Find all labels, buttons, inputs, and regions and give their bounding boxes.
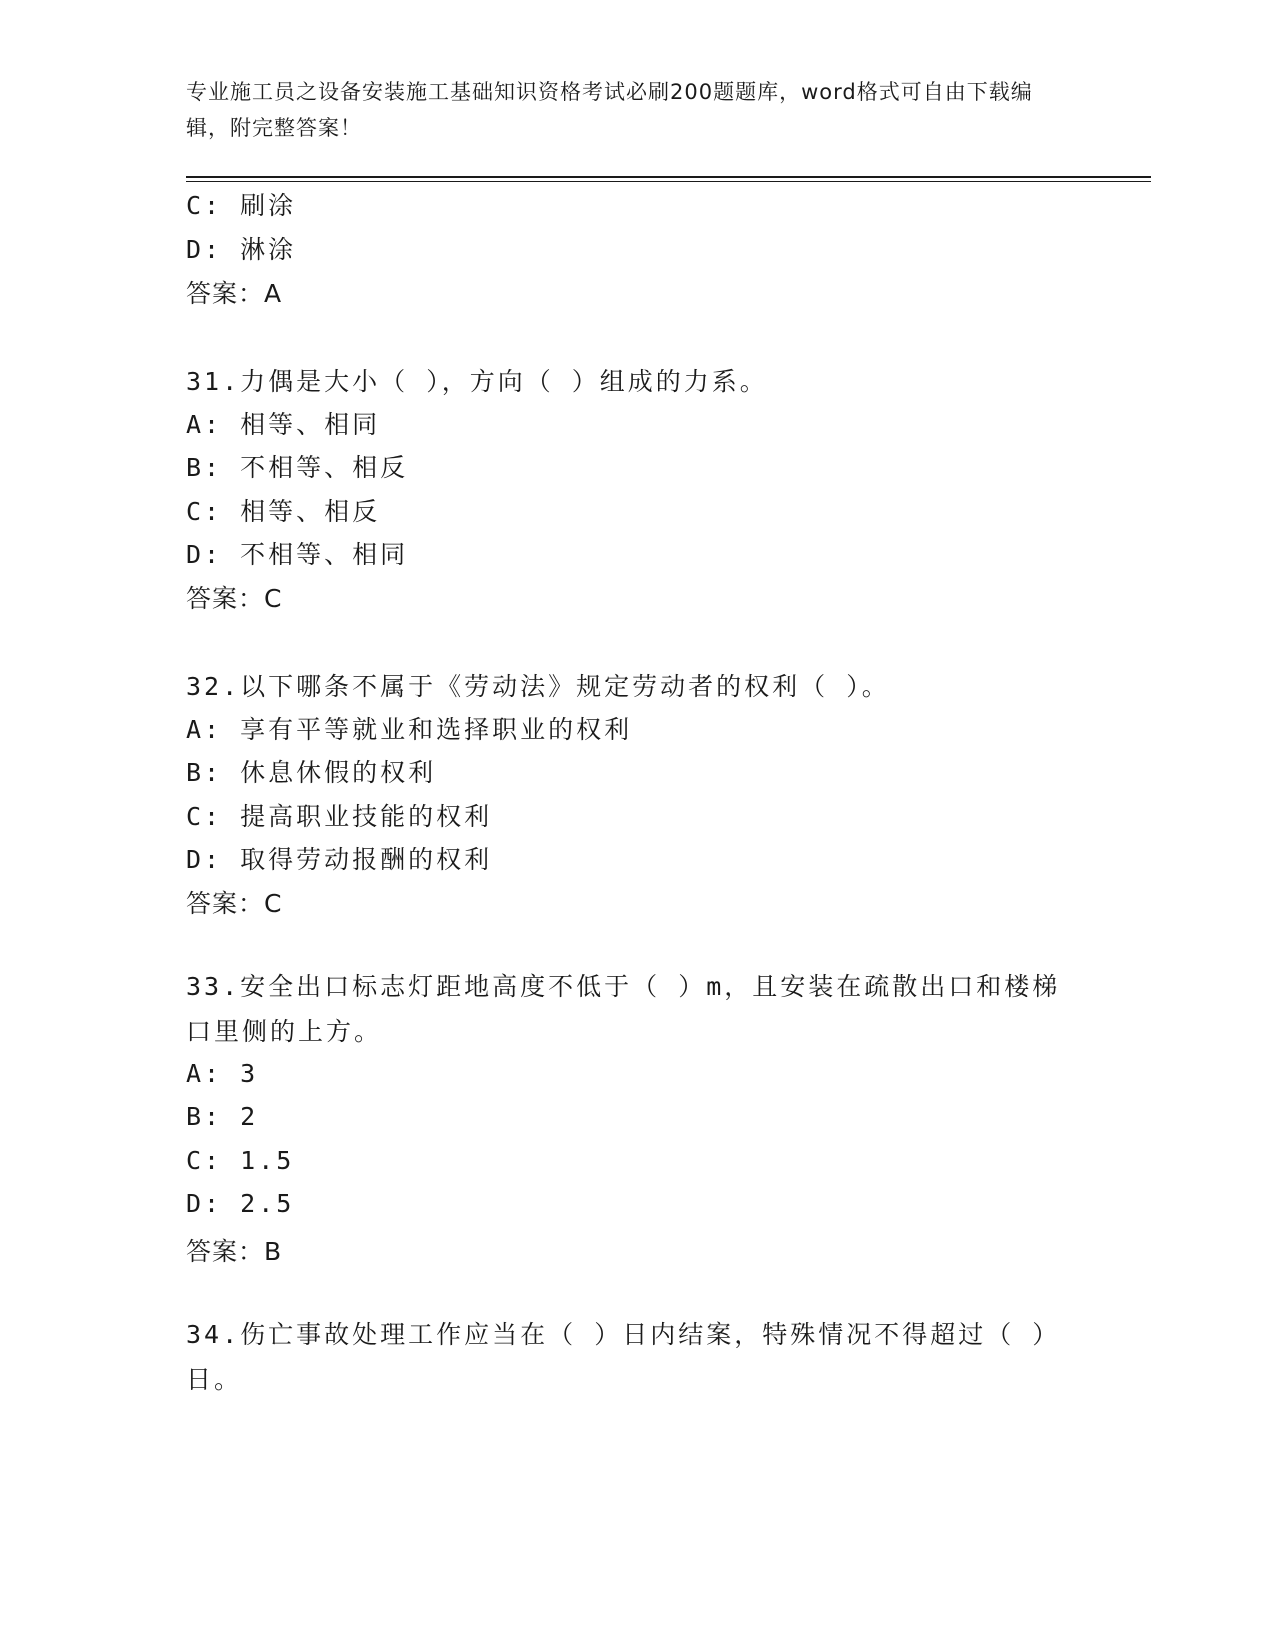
header-divider-thin: [186, 181, 1151, 182]
q31-option-d: D: 不相等、相同: [186, 540, 409, 569]
q31-option-a: A: 相等、相同: [186, 410, 381, 439]
q30-option-d: D: 淋涂: [186, 235, 297, 264]
q33-option-b: B: 2: [186, 1102, 259, 1131]
q32-stem: 32.以下哪条不属于《劳动法》规定劳动者的权利（ ）。: [186, 672, 890, 701]
q31-option-b: B: 不相等、相反: [186, 453, 409, 482]
q33-stem: 33.安全出口标志灯距地高度不低于（ ）m，且安装在疏散出口和楼梯口里侧的上方。: [186, 972, 1061, 1046]
q32-option-c: C: 提高职业技能的权利: [186, 802, 493, 831]
document-header: 专业施工员之设备安装施工基础知识资格考试必刷200题题库，word格式可自由下载编辑，附完整答案！: [186, 80, 1033, 140]
q30-option-c: C: 刷涂: [186, 191, 297, 220]
q33-option-d: D: 2.5: [186, 1189, 295, 1218]
q33-answer: 答案：B: [186, 1237, 283, 1266]
header-divider-thick: [186, 176, 1151, 178]
q34-stem: 34.伤亡事故处理工作应当在（ ）日内结案，特殊情况不得超过（ ）日。: [186, 1320, 1061, 1394]
q30-answer: 答案：A: [186, 279, 283, 308]
q32-answer: 答案：C: [186, 889, 283, 918]
q32-option-b: B: 休息休假的权利: [186, 758, 437, 787]
q32-option-a: A: 享有平等就业和选择职业的权利: [186, 715, 633, 744]
q31-answer: 答案：C: [186, 584, 283, 613]
q31-option-c: C: 相等、相反: [186, 497, 381, 526]
q33-option-c: C: 1.5: [186, 1146, 295, 1175]
q31-stem: 31.力偶是大小（ ），方向（ ）组成的力系。: [186, 367, 768, 396]
q32-option-d: D: 取得劳动报酬的权利: [186, 845, 493, 874]
q33-option-a: A: 3: [186, 1059, 259, 1088]
